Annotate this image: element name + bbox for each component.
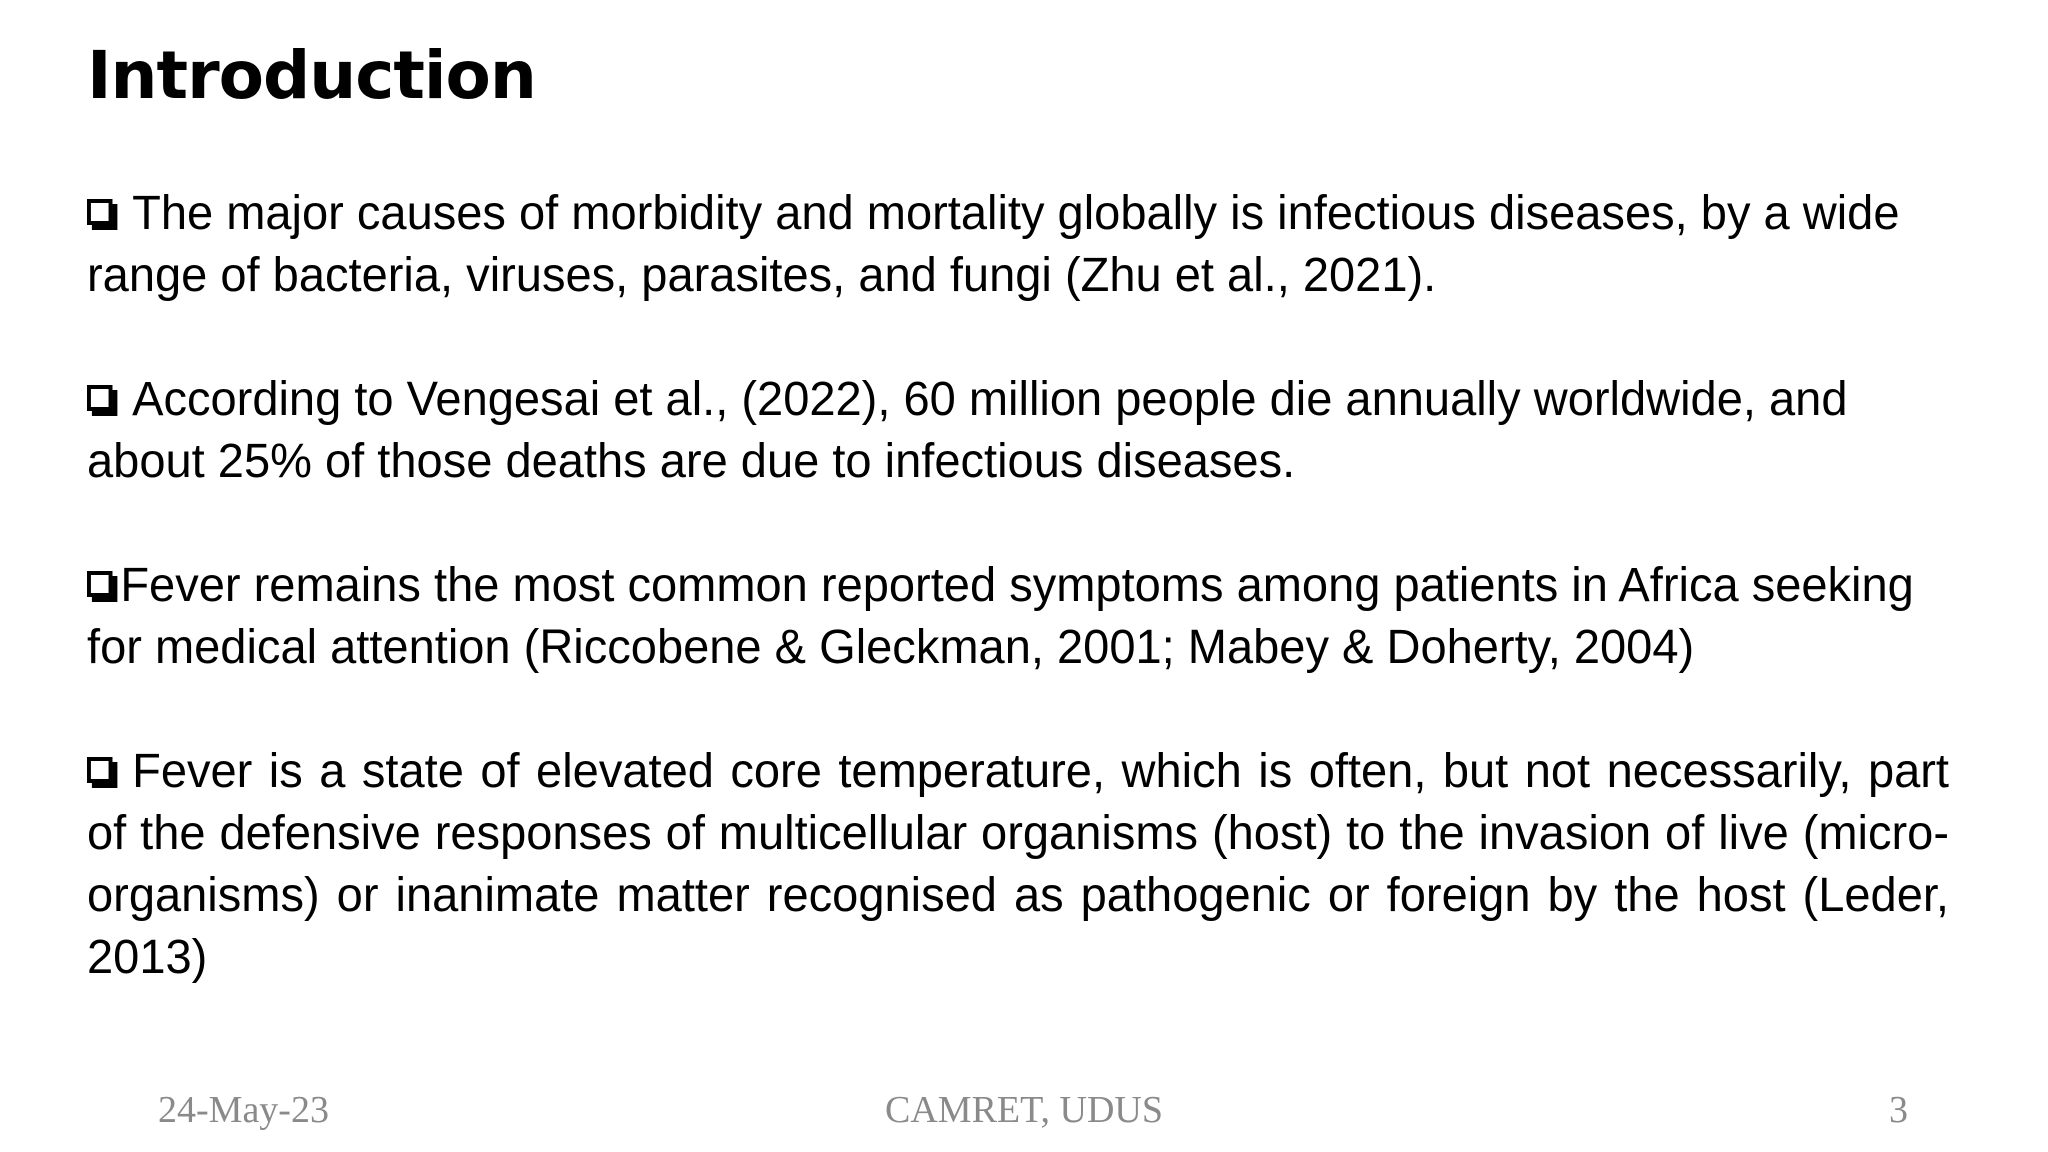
bullet-item: [87, 369, 1949, 493]
slide-body: [87, 183, 1987, 1051]
bullet-text: Fever is a state of elevated core temperature, which is often, but not necessarily, part of the defensive responses of multicellular organisms (host) to the invasion of live (micro-organisms) or inanimate matter recognised as pathogenic or foreign by the host (Leder, 2013): [87, 745, 1950, 984]
bullet-text: According to Vengesai et al., (2022), 60 million people die annually worldwide, and about 25% of those deaths are due to infectious diseases.: [87, 373, 1848, 488]
footer-organization: CAMRET, UDUS: [885, 1089, 1163, 1131]
bullet-text: The major causes of morbidity and mortality globally is infectious diseases, by a wide range of bacteria, viruses, parasites, and fungi (Zhu et al., 2021).: [87, 187, 1900, 302]
slide-title: Introduction: [87, 37, 536, 114]
bullet-item: [87, 183, 1949, 307]
square-bullet-icon: [87, 757, 112, 783]
bullet-item: [87, 555, 1949, 679]
square-bullet-icon: [87, 571, 112, 597]
footer-page-number: 3: [1889, 1089, 1908, 1131]
bullet-item: [87, 741, 1949, 989]
bullet-text: Fever remains the most common reported symptoms among patients in Africa seeking for medical attention (Riccobene & Gleckman, 2001; Mabey & Doherty, 2004): [87, 559, 1914, 674]
square-bullet-icon: [87, 199, 112, 225]
footer-date: 24-May-23: [158, 1089, 329, 1131]
square-bullet-icon: [87, 385, 112, 411]
